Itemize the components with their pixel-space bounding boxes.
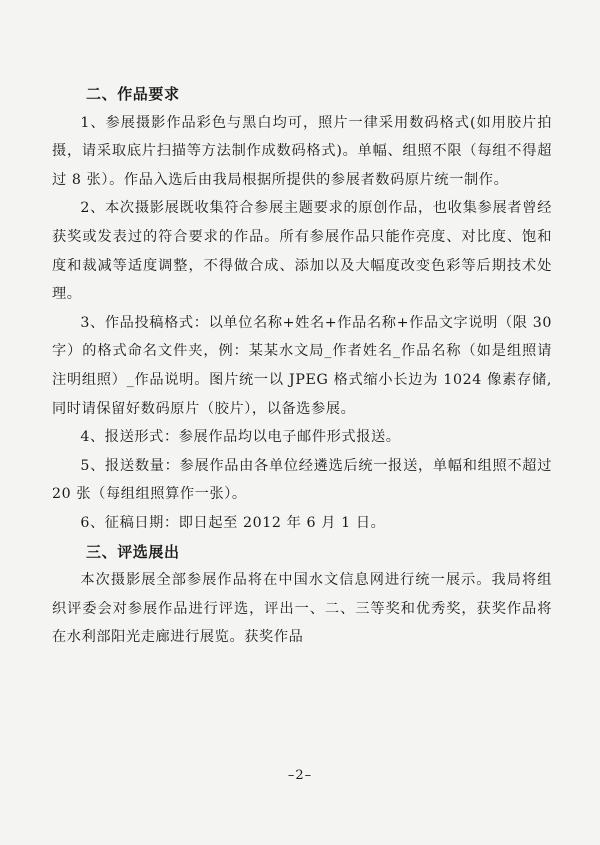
section-heading-selection: 三、评选展出	[86, 542, 180, 561]
paragraph-submission-quantity: 5、报送数量：参展作品由各单位经遴选后统一报送，单幅和组照不超过 20 张（每组组照算作一张）。	[52, 457, 552, 503]
paragraph-submission-format: 3、作品投稿格式：以单位名称+姓名+作品名称+作品文字说明（限 30 字）的格式命名文件夹，例：某某水文局_作者姓名_作品名称（如是组照请注明组照）_作品说明。图片统一以 JPEG 格式缩小长边为 1024 像素存储,同时请保留好数码原片（胶片），以备选参展。	[52, 314, 552, 417]
paragraph-originality: 2、本次摄影展既收集符合参展主题要求的原创作品，也收集参展者曾经获奖或发表过的符合要求的作品。所有参展作品只能作亮度、对比度、饱和度和裁减等适度调整，不得做合成、添加以及大幅度改变色彩等后期技术处理。	[52, 200, 552, 303]
page-number: –2–	[287, 768, 313, 783]
document-body	[52, 80, 552, 652]
paragraph-format: 1、参展摄影作品彩色与黑白均可，照片一律采用数码格式(如用胶片拍摄，请采取底片扫描等方法制作成数码格式)。单幅、组照不限（每组不得超过 8 张）。作品入选后由我局根据所提供的参展者数码原片统一制作。	[52, 114, 552, 188]
paragraph-selection: 本次摄影展全部参展作品将在中国水文信息网进行统一展示。我局将组织评委会对参展作品进行评选，评出一、二、三等奖和优秀奖，获奖作品将在水利部阳光走廊进行展览。获奖作品	[52, 572, 552, 646]
paragraph-deadline: 6、征稿日期：即日起至 2012 年 6 月 1 日。	[80, 514, 386, 531]
paragraph-submission-method: 4、报送形式：参展作品均以电子邮件形式报送。	[80, 429, 401, 446]
section-heading-requirements: 二、作品要求	[86, 85, 180, 103]
